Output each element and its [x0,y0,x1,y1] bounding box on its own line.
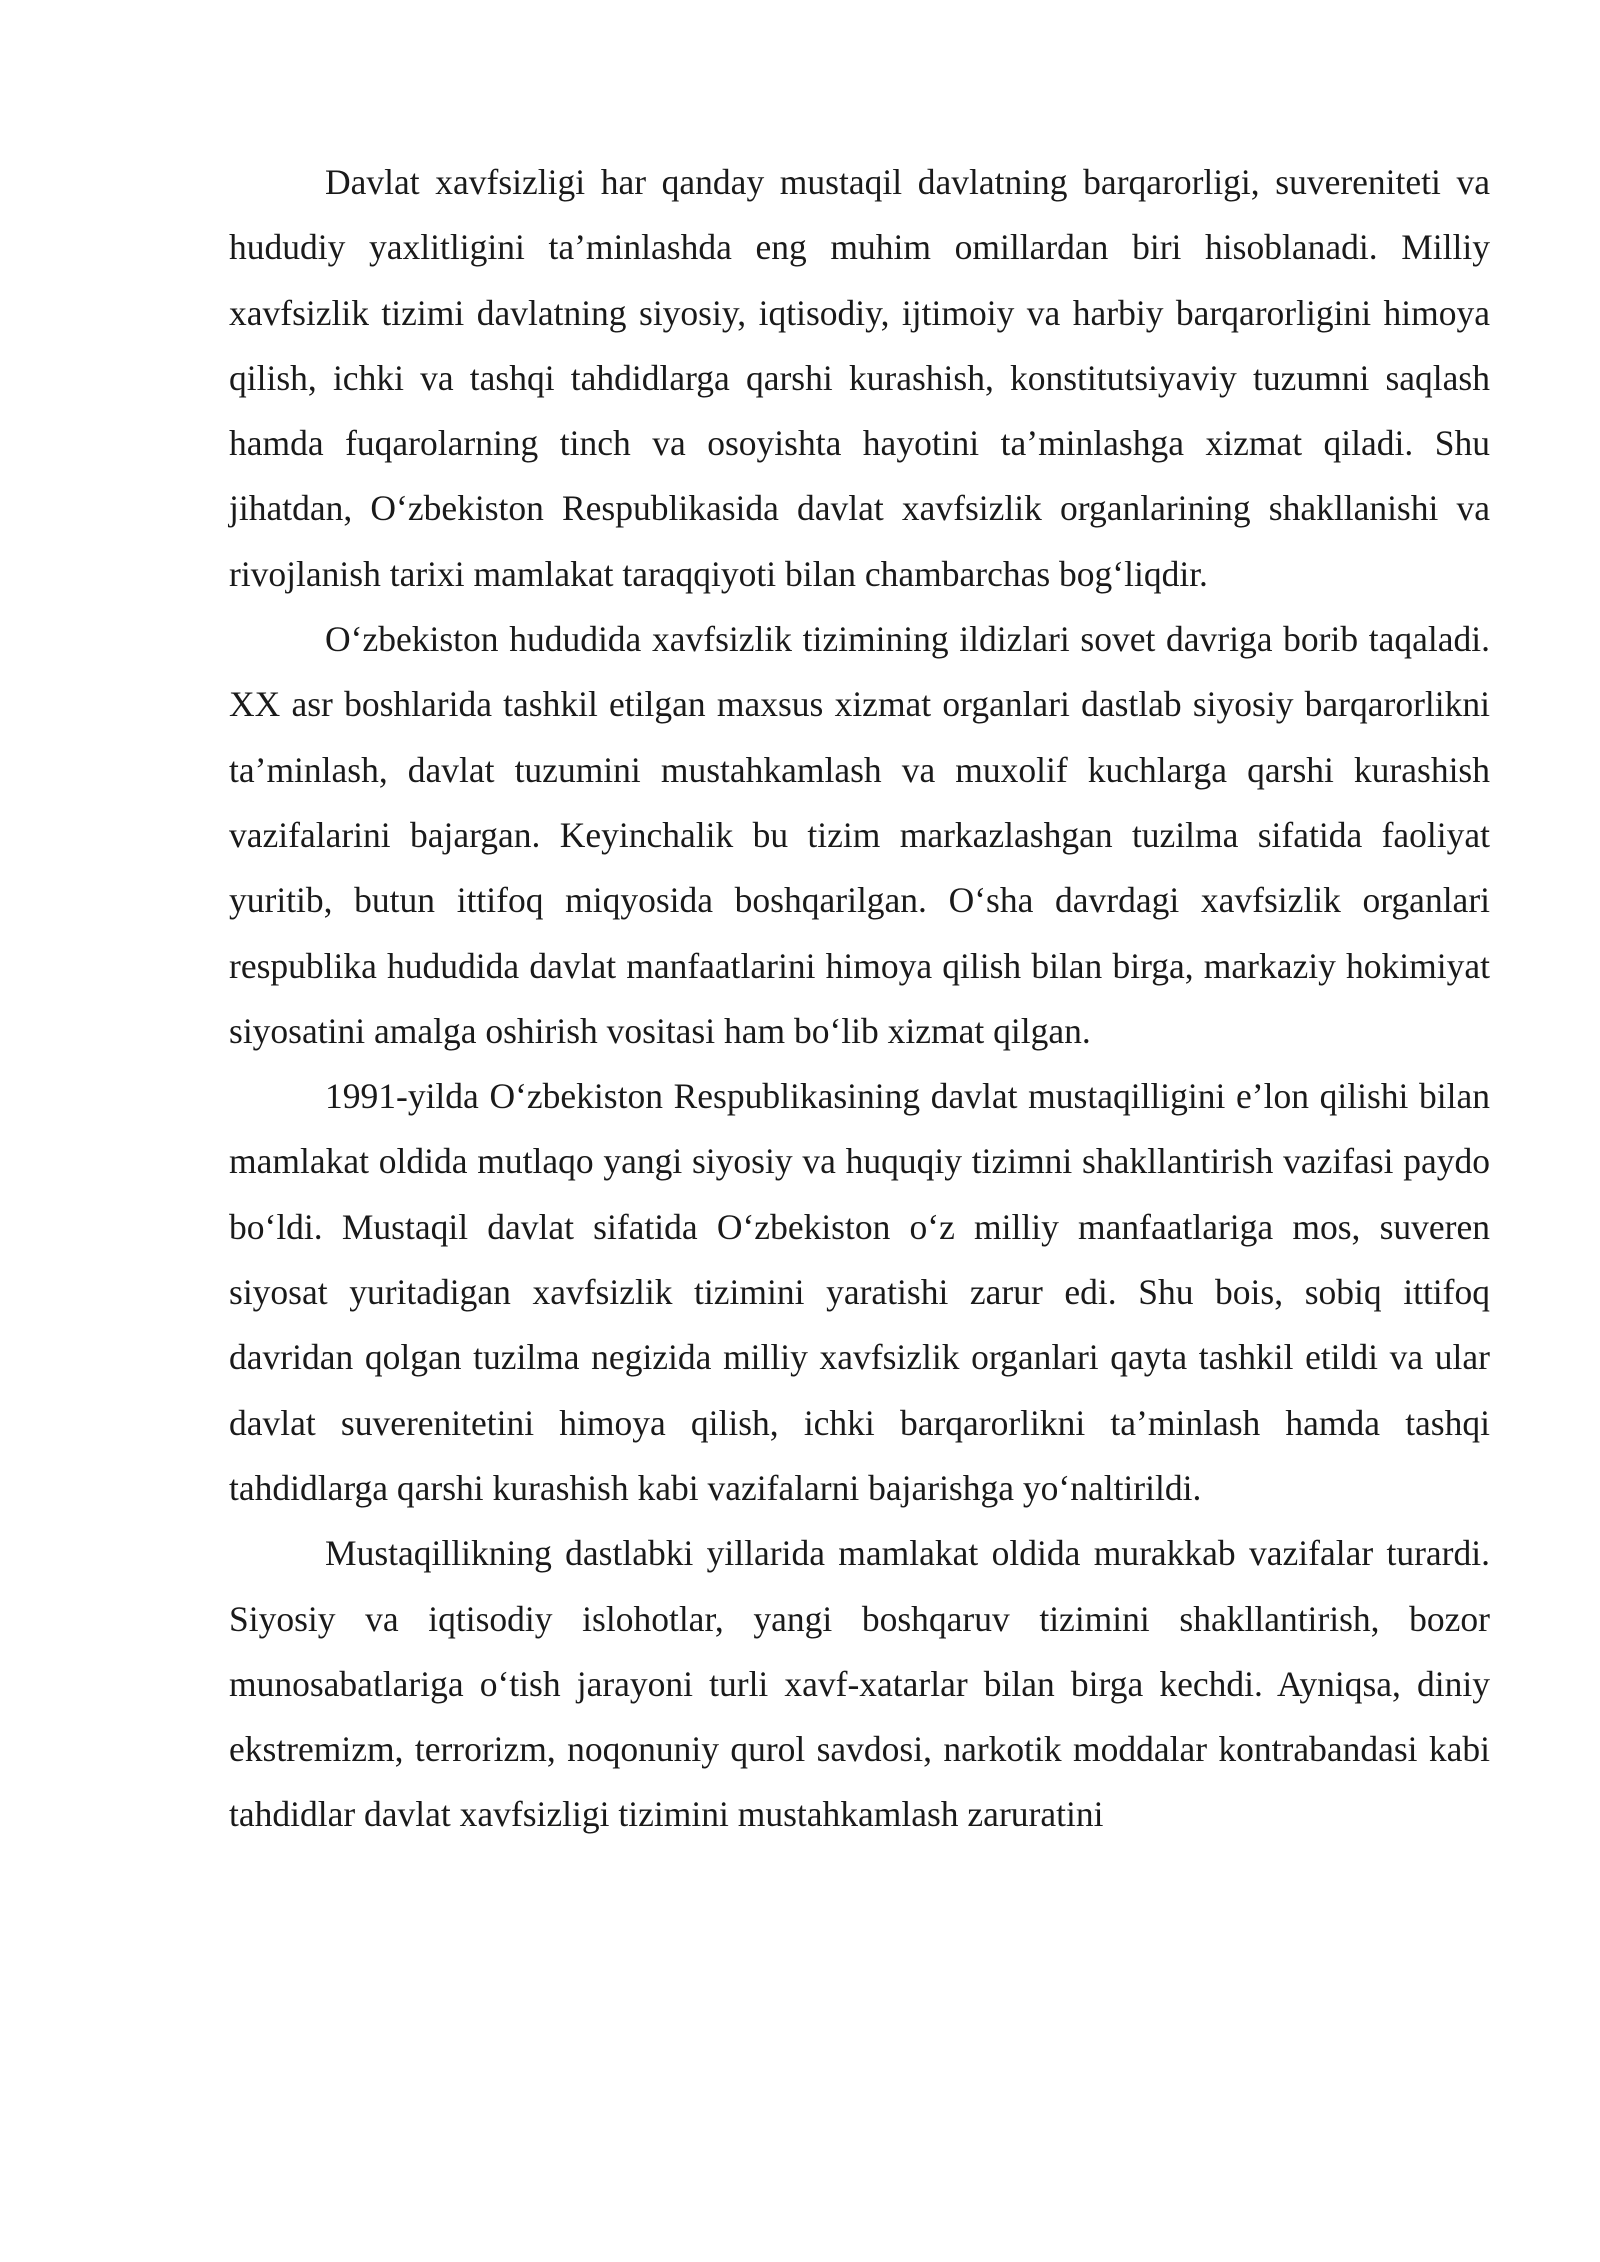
paragraph-2: O‘zbekiston hududida xavfsizlik tizimining ildizlari sovet davriga borib taqaladi. XX asr boshlarida tashkil etilgan maxsus xizmat organlari dastlab siyosiy barqarorlikni ta’minlash, davlat tuzumini mustahkamlash va muxolif kuchlarga qarshi kurashish vazifalarini bajargan. Keyinchalik bu tizim markazlashgan tuzilma sifatida faoliyat yuritib, butun ittifoq miqyosida boshqarilgan. O‘sha davrdagi xavfsizlik organlari respublika hududida davlat manfaatlarini himoya qilish bilan birga, markaziy hokimiyat siyosatini amalga oshirish vositasi ham bo‘lib xizmat qilgan. [229,619,1490,1051]
paragraph-4: Mustaqillikning dastlabki yillarida mamlakat oldida murakkab vazifalar turardi. Siyosiy va iqtisodiy islohotlar, yangi boshqaruv tizimini shakllantirish, bozor munosabatlariga o‘tish jarayoni turli xavf-xatarlar bilan birga kechdi. Ayniqsa, diniy ekstremizm, terrorizm, noqonuniy qurol savdosi, narkotik moddalar kontrabandasi kabi tahdidlar davlat xavfsizligi tizimini mustahkamlash zaruratini [229,1533,1490,1835]
paragraph-3: 1991-yilda O‘zbekiston Respublikasining davlat mustaqilligini e’lon qilishi bilan mamlakat oldida mutlaqo yangi siyosiy va huquqiy tizimni shakllantirish vazifasi paydo bo‘ldi. Mustaqil davlat sifatida O‘zbekiston o‘z milliy manfaatlariga mos, suveren siyosat yuritadigan xavfsizlik tizimini yaratishi zarur edi. Shu bois, sobiq ittifoq davridan qolgan tuzilma negizida milliy xavfsizlik organlari qayta tashkil etildi va ular davlat suverenitetini himoya qilish, ichki barqarorlikni ta’minlash hamda tashqi tahdidlarga qarshi kurashish kabi vazifalarni bajarishga yo‘naltirildi. [229,1076,1490,1508]
paragraph-1: Davlat xavfsizligi har qanday mustaqil davlatning barqarorligi, suvereniteti va hududiy yaxlitligini ta’minlashda eng muhim omillardan biri hisoblanadi. Milliy xavfsizlik tizimi davlatning siyosiy, iqtisodiy, ijtimoiy va harbiy barqarorligini himoya qilish, ichki va tashqi tahdidlarga qarshi kurashish, konstitutsiyaviy tuzumni saqlash hamda fuqarolarning tinch va osoyishta hayotini ta’minlashga xizmat qiladi. Shu jihatdan, O‘zbekiston Respublikasida davlat xavfsizlik organlarining shakllanishi va rivojlanish tarixi mamlakat taraqqiyoti bilan chambarchas bog‘liqdir. [229,162,1490,594]
body-text [229,150,1490,1848]
